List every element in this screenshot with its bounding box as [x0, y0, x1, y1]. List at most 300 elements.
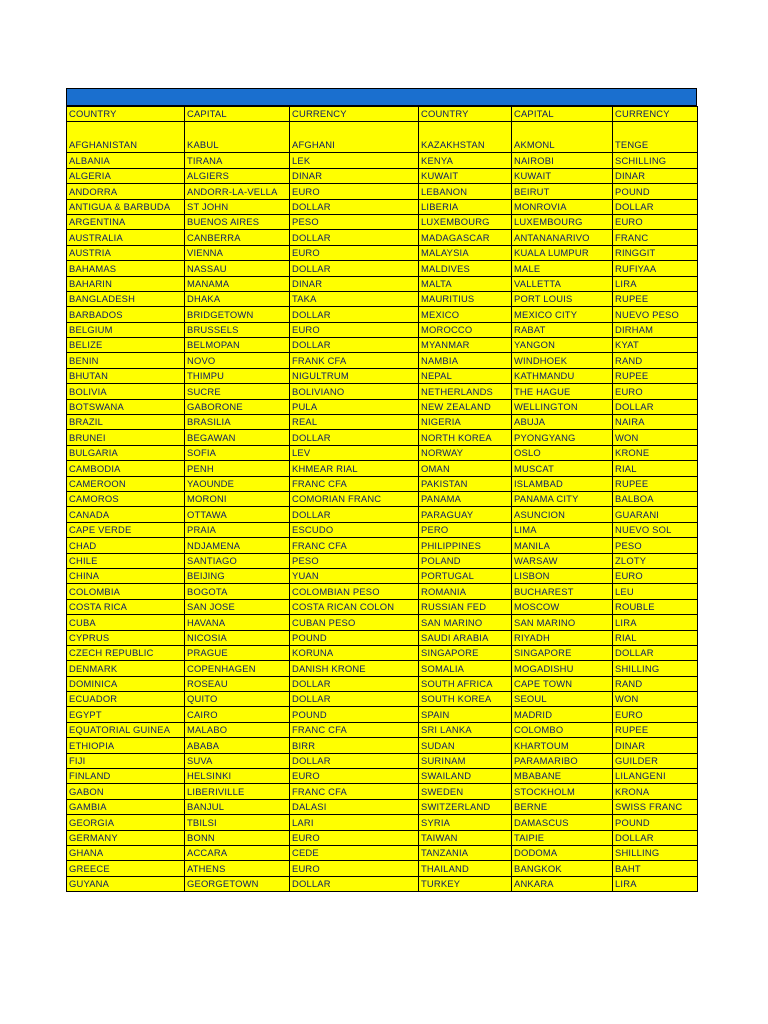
table-cell: WARSAW — [512, 553, 613, 568]
table-cell: ROSEAU — [185, 676, 290, 691]
table-cell: CAMEROON — [67, 476, 185, 491]
table-cell: GUYANA — [67, 876, 185, 891]
table-cell: KABUL — [185, 122, 290, 153]
table-cell: BEGAWAN — [185, 430, 290, 445]
table-cell: THAILAND — [419, 861, 512, 876]
table-cell: MOSCOW — [512, 599, 613, 614]
table-cell: CAIRO — [185, 707, 290, 722]
table-cell: RUPEE — [613, 291, 698, 306]
table-cell: KRONA — [613, 784, 698, 799]
table-cell: BRAZIL — [67, 415, 185, 430]
table-cell: BEIRUT — [512, 184, 613, 199]
table-cell: POLAND — [419, 553, 512, 568]
table-cell: NETHERLANDS — [419, 384, 512, 399]
table-cell: ROMANIA — [419, 584, 512, 599]
table-row — [67, 291, 698, 306]
table-cell: ATHENS — [185, 861, 290, 876]
table-cell: DOLLAR — [290, 307, 419, 322]
table-row — [67, 168, 698, 183]
table-cell: CUBA — [67, 615, 185, 630]
table-cell: POUND — [613, 184, 698, 199]
table-cell: KUWAIT — [419, 168, 512, 183]
table-cell: BOTSWANA — [67, 399, 185, 414]
table-cell: WELLINGTON — [512, 399, 613, 414]
table-cell: RIYADH — [512, 630, 613, 645]
table-cell: NIGERIA — [419, 415, 512, 430]
table-row — [67, 153, 698, 168]
table-cell: DOLLAR — [613, 645, 698, 660]
table-cell: LUXEMBOURG — [419, 214, 512, 229]
header-row — [67, 107, 698, 122]
table-cell: RUPEE — [613, 722, 698, 737]
table-row — [67, 261, 698, 276]
table-cell: KYAT — [613, 338, 698, 353]
table-cell: BALBOA — [613, 491, 698, 506]
table-row — [67, 476, 698, 491]
table-row — [67, 507, 698, 522]
table-cell: GABON — [67, 784, 185, 799]
table-row — [67, 553, 698, 568]
table-cell: MANILA — [512, 538, 613, 553]
table-cell: BULGARIA — [67, 445, 185, 460]
table-cell: FRANC CFA — [290, 784, 419, 799]
table-cell: GABORONE — [185, 399, 290, 414]
table-cell: DAMASCUS — [512, 815, 613, 830]
table-cell: KAZAKHSTAN — [419, 122, 512, 153]
table-row — [67, 199, 698, 214]
table-cell: ABUJA — [512, 415, 613, 430]
table-cell: MYANMAR — [419, 338, 512, 353]
table-row — [67, 122, 698, 153]
table-cell: RAND — [613, 353, 698, 368]
table-row — [67, 461, 698, 476]
table-row — [67, 430, 698, 445]
table-cell: SWITZERLAND — [419, 799, 512, 814]
table-cell: SINGAPORE — [512, 645, 613, 660]
table-cell: LIRA — [613, 276, 698, 291]
table-cell: GUARANI — [613, 507, 698, 522]
table-cell: SHILLING — [613, 845, 698, 860]
table-cell: GEORGIA — [67, 815, 185, 830]
table-cell: KUWAIT — [512, 168, 613, 183]
table-cell: NAIROBI — [512, 153, 613, 168]
table-cell: MEXICO CITY — [512, 307, 613, 322]
table-cell: SHILLING — [613, 661, 698, 676]
table-cell: AUSTRIA — [67, 245, 185, 260]
table-cell: FRANC — [613, 230, 698, 245]
table-cell: HELSINKI — [185, 769, 290, 784]
table-cell: BAHAMAS — [67, 261, 185, 276]
table-cell: KRONE — [613, 445, 698, 460]
table-cell: SCHILLING — [613, 153, 698, 168]
table-cell: MANAMA — [185, 276, 290, 291]
table-cell: LEBANON — [419, 184, 512, 199]
table-row — [67, 661, 698, 676]
table-cell: POUND — [290, 630, 419, 645]
table-cell: LIBERIVILLE — [185, 784, 290, 799]
table-cell: CHINA — [67, 568, 185, 583]
table-cell: NORWAY — [419, 445, 512, 460]
table-cell: OMAN — [419, 461, 512, 476]
table-cell: EURO — [290, 322, 419, 337]
table-cell: RUPEE — [613, 368, 698, 383]
table-cell: BOLIVIANO — [290, 384, 419, 399]
table-cell: DOLLAR — [613, 199, 698, 214]
table-cell: CAPE TOWN — [512, 676, 613, 691]
table-cell: THIMPU — [185, 368, 290, 383]
table-cell: QUITO — [185, 692, 290, 707]
table-cell: DOLLAR — [290, 692, 419, 707]
table-cell: DOLLAR — [290, 430, 419, 445]
table-cell: NEPAL — [419, 368, 512, 383]
table-cell: ACCARA — [185, 845, 290, 860]
table-cell: NOVO — [185, 353, 290, 368]
table-cell: MBABANE — [512, 769, 613, 784]
table-cell: MEXICO — [419, 307, 512, 322]
table-cell: DOLLAR — [613, 830, 698, 845]
table-cell: KUALA LUMPUR — [512, 245, 613, 260]
table-cell: GERMANY — [67, 830, 185, 845]
table-cell: PHILIPPINES — [419, 538, 512, 553]
table-cell: LIRA — [613, 615, 698, 630]
table-cell: SUDAN — [419, 738, 512, 753]
table-cell: DOLLAR — [290, 230, 419, 245]
table-cell: DALASI — [290, 799, 419, 814]
table-row — [67, 692, 698, 707]
table-row — [67, 738, 698, 753]
table-cell: CAMOROS — [67, 491, 185, 506]
table-cell: DOMINICA — [67, 676, 185, 691]
table-cell: TAIWAN — [419, 830, 512, 845]
table-cell: DOLLAR — [290, 338, 419, 353]
table-row — [67, 399, 698, 414]
table-cell: SAN MARINO — [419, 615, 512, 630]
table-cell: WON — [613, 692, 698, 707]
table-row — [67, 830, 698, 845]
table-cell: AFGHANI — [290, 122, 419, 153]
table-cell: PANAMA — [419, 491, 512, 506]
table-cell: SPAIN — [419, 707, 512, 722]
table-cell: ZLOTY — [613, 553, 698, 568]
table-cell: MOROCCO — [419, 322, 512, 337]
table-cell: SUCRE — [185, 384, 290, 399]
table-row — [67, 815, 698, 830]
table-cell: RUSSIAN FED — [419, 599, 512, 614]
table-cell: TURKEY — [419, 876, 512, 891]
table-cell: KORUNA — [290, 645, 419, 660]
table-cell: SRI LANKA — [419, 722, 512, 737]
table-cell: SWEDEN — [419, 784, 512, 799]
table-cell: EQUATORIAL GUINEA — [67, 722, 185, 737]
table-cell: PYONGYANG — [512, 430, 613, 445]
table-cell: RINGGIT — [613, 245, 698, 260]
table-cell: LEU — [613, 584, 698, 599]
table-row — [67, 584, 698, 599]
table-cell: PRAIA — [185, 522, 290, 537]
table-cell: PORTUGAL — [419, 568, 512, 583]
table-cell: ST JOHN — [185, 199, 290, 214]
table-cell: ROUBLE — [613, 599, 698, 614]
table-row — [67, 676, 698, 691]
table-cell: DOLLAR — [290, 676, 419, 691]
table-cell: MALTA — [419, 276, 512, 291]
table-row — [67, 568, 698, 583]
table-cell: NIGULTRUM — [290, 368, 419, 383]
table-cell: BHUTAN — [67, 368, 185, 383]
table-cell: LEK — [290, 153, 419, 168]
table-cell: BAHT — [613, 861, 698, 876]
table-cell: SEOUL — [512, 692, 613, 707]
table-cell: DIRHAM — [613, 322, 698, 337]
table-cell: DINAR — [290, 168, 419, 183]
table-cell: ECUADOR — [67, 692, 185, 707]
table-cell: FRANC CFA — [290, 538, 419, 553]
table-row — [67, 753, 698, 768]
table-cell: FINLAND — [67, 769, 185, 784]
table-cell: COLOMBIAN PESO — [290, 584, 419, 599]
table-cell: EURO — [613, 384, 698, 399]
table-cell: GHANA — [67, 845, 185, 860]
table-cell: COSTA RICA — [67, 599, 185, 614]
table-cell: GREECE — [67, 861, 185, 876]
table-cell: SAUDI ARABIA — [419, 630, 512, 645]
table-row — [67, 845, 698, 860]
table-cell: WON — [613, 430, 698, 445]
table-cell: NUEVO PESO — [613, 307, 698, 322]
table-cell: WINDHOEK — [512, 353, 613, 368]
table-cell: TAIPIE — [512, 830, 613, 845]
table-cell: CUBAN PESO — [290, 615, 419, 630]
table-cell: TANZANIA — [419, 845, 512, 860]
table-row — [67, 415, 698, 430]
table-cell: BARBADOS — [67, 307, 185, 322]
table-cell: BAHARIN — [67, 276, 185, 291]
table-cell: ALGERIA — [67, 168, 185, 183]
table-cell: CANBERRA — [185, 230, 290, 245]
table-cell: COPENHAGEN — [185, 661, 290, 676]
table-cell: MONROVIA — [512, 199, 613, 214]
table-cell: SWAILAND — [419, 769, 512, 784]
table-cell: ANTIGUA & BARBUDA — [67, 199, 185, 214]
table-cell: KENYA — [419, 153, 512, 168]
table-cell: ETHIOPIA — [67, 738, 185, 753]
table-cell: NEW ZEALAND — [419, 399, 512, 414]
table-row — [67, 769, 698, 784]
table-cell: DANISH KRONE — [290, 661, 419, 676]
table-cell: BANJUL — [185, 799, 290, 814]
table-cell: PANAMA CITY — [512, 491, 613, 506]
table-cell: VALLETTA — [512, 276, 613, 291]
table-row — [67, 491, 698, 506]
country-table — [66, 106, 698, 892]
table-cell: GAMBIA — [67, 799, 185, 814]
table-row — [67, 784, 698, 799]
table-cell: RABAT — [512, 322, 613, 337]
table-cell: KATHMANDU — [512, 368, 613, 383]
table-cell: SANTIAGO — [185, 553, 290, 568]
table-cell: THE HAGUE — [512, 384, 613, 399]
table-cell: TENGE — [613, 122, 698, 153]
table-row — [67, 645, 698, 660]
table-cell: CAMBODIA — [67, 461, 185, 476]
table-cell: SOFIA — [185, 445, 290, 460]
table-cell: NASSAU — [185, 261, 290, 276]
table-row — [67, 861, 698, 876]
table-cell: SAN JOSE — [185, 599, 290, 614]
table-row — [67, 722, 698, 737]
table-cell: NUEVO SOL — [613, 522, 698, 537]
table-row — [67, 876, 698, 891]
table-row — [67, 230, 698, 245]
table-cell: CEDE — [290, 845, 419, 860]
table-row — [67, 538, 698, 553]
table-cell: SUVA — [185, 753, 290, 768]
table-cell: MALDIVES — [419, 261, 512, 276]
table-cell: OSLO — [512, 445, 613, 460]
table-cell: BANGLADESH — [67, 291, 185, 306]
table-cell: DOLLAR — [613, 399, 698, 414]
header-cell: CAPITAL — [512, 107, 613, 122]
table-cell: EURO — [290, 245, 419, 260]
table-cell: VIENNA — [185, 245, 290, 260]
table-cell: YANGON — [512, 338, 613, 353]
table-row — [67, 615, 698, 630]
table-cell: SOUTH KOREA — [419, 692, 512, 707]
table-cell: LEV — [290, 445, 419, 460]
table-cell: OTTAWA — [185, 507, 290, 522]
table-cell: DINAR — [613, 168, 698, 183]
table-cell: YUAN — [290, 568, 419, 583]
header-cell: CAPITAL — [185, 107, 290, 122]
table-cell: BONN — [185, 830, 290, 845]
table-cell: MORONI — [185, 491, 290, 506]
table-cell: FRANC CFA — [290, 722, 419, 737]
table-cell: FRANK CFA — [290, 353, 419, 368]
table-cell: KHARTOUM — [512, 738, 613, 753]
table-cell: SOUTH AFRICA — [419, 676, 512, 691]
table-cell: LIBERIA — [419, 199, 512, 214]
table-cell: CANADA — [67, 507, 185, 522]
table-cell: ANDORR-LA-VELLA — [185, 184, 290, 199]
table-cell: PESO — [290, 553, 419, 568]
table-cell: CHAD — [67, 538, 185, 553]
table-cell: NAMBIA — [419, 353, 512, 368]
table-cell: EURO — [290, 184, 419, 199]
table-cell: PARAMARIBO — [512, 753, 613, 768]
table-cell: BENIN — [67, 353, 185, 368]
table-row — [67, 214, 698, 229]
table-cell: COLOMBIA — [67, 584, 185, 599]
table-cell: ARGENTINA — [67, 214, 185, 229]
header-cell: CURRENCY — [290, 107, 419, 122]
table-cell: EURO — [290, 861, 419, 876]
table-cell: MUSCAT — [512, 461, 613, 476]
table-cell: MALE — [512, 261, 613, 276]
table-cell: NDJAMENA — [185, 538, 290, 553]
table-cell: DOLLAR — [290, 199, 419, 214]
table-cell: MALAYSIA — [419, 245, 512, 260]
table-cell: BRUSSELS — [185, 322, 290, 337]
table-cell: REAL — [290, 415, 419, 430]
table-row — [67, 707, 698, 722]
table-row — [67, 799, 698, 814]
table-cell: NAIRA — [613, 415, 698, 430]
table-cell: PARAGUAY — [419, 507, 512, 522]
table-cell: BELGIUM — [67, 322, 185, 337]
table-cell: ANDORRA — [67, 184, 185, 199]
table-cell: TAKA — [290, 291, 419, 306]
table-cell: BANGKOK — [512, 861, 613, 876]
table-cell: SURINAM — [419, 753, 512, 768]
table-cell: GUILDER — [613, 753, 698, 768]
table-cell: DENMARK — [67, 661, 185, 676]
table-cell: BRASILIA — [185, 415, 290, 430]
table-cell: MOGADISHU — [512, 661, 613, 676]
table-cell: DOLLAR — [290, 261, 419, 276]
table-cell: BRUNEI — [67, 430, 185, 445]
table-cell: AFGHANISTAN — [67, 122, 185, 153]
table-cell: RUPEE — [613, 476, 698, 491]
table-row — [67, 522, 698, 537]
table-row — [67, 322, 698, 337]
table-cell: STOCKHOLM — [512, 784, 613, 799]
table-row — [67, 599, 698, 614]
table-cell: TIRANA — [185, 153, 290, 168]
table-cell: EURO — [290, 830, 419, 845]
table-cell: MADAGASCAR — [419, 230, 512, 245]
table-cell: LARI — [290, 815, 419, 830]
table-cell: ESCUDO — [290, 522, 419, 537]
table-cell: HAVANA — [185, 615, 290, 630]
table-row — [67, 445, 698, 460]
table-cell: LIRA — [613, 876, 698, 891]
table-body — [67, 107, 698, 892]
table-cell: RUFIYAA — [613, 261, 698, 276]
table-cell: EURO — [613, 214, 698, 229]
table-cell: FIJI — [67, 753, 185, 768]
table-cell: DINAR — [290, 276, 419, 291]
table-cell: SINGAPORE — [419, 645, 512, 660]
table-cell: LILANGENI — [613, 769, 698, 784]
table-cell: PESO — [290, 214, 419, 229]
header-cell: COUNTRY — [67, 107, 185, 122]
table-row — [67, 353, 698, 368]
table-cell: KHMEAR RIAL — [290, 461, 419, 476]
table-cell: SWISS FRANC — [613, 799, 698, 814]
table-cell: SOMALIA — [419, 661, 512, 676]
table-cell: DOLLAR — [290, 507, 419, 522]
table-cell: ASUNCION — [512, 507, 613, 522]
table-cell: COMORIAN FRANC — [290, 491, 419, 506]
table-row — [67, 368, 698, 383]
table-row — [67, 276, 698, 291]
table-row — [67, 307, 698, 322]
table-cell: MADRID — [512, 707, 613, 722]
table-cell: DHAKA — [185, 291, 290, 306]
table-cell: AUSTRALIA — [67, 230, 185, 245]
table-cell: MAURITIUS — [419, 291, 512, 306]
table-cell: PERO — [419, 522, 512, 537]
table-row — [67, 338, 698, 353]
table-cell: CAPE VERDE — [67, 522, 185, 537]
table-cell: POUND — [613, 815, 698, 830]
table-cell: TBILSI — [185, 815, 290, 830]
table-cell: BUCHAREST — [512, 584, 613, 599]
table-cell: RIAL — [613, 630, 698, 645]
table-cell: MALABO — [185, 722, 290, 737]
table-cell: YAOUNDE — [185, 476, 290, 491]
table-cell: ALGIERS — [185, 168, 290, 183]
